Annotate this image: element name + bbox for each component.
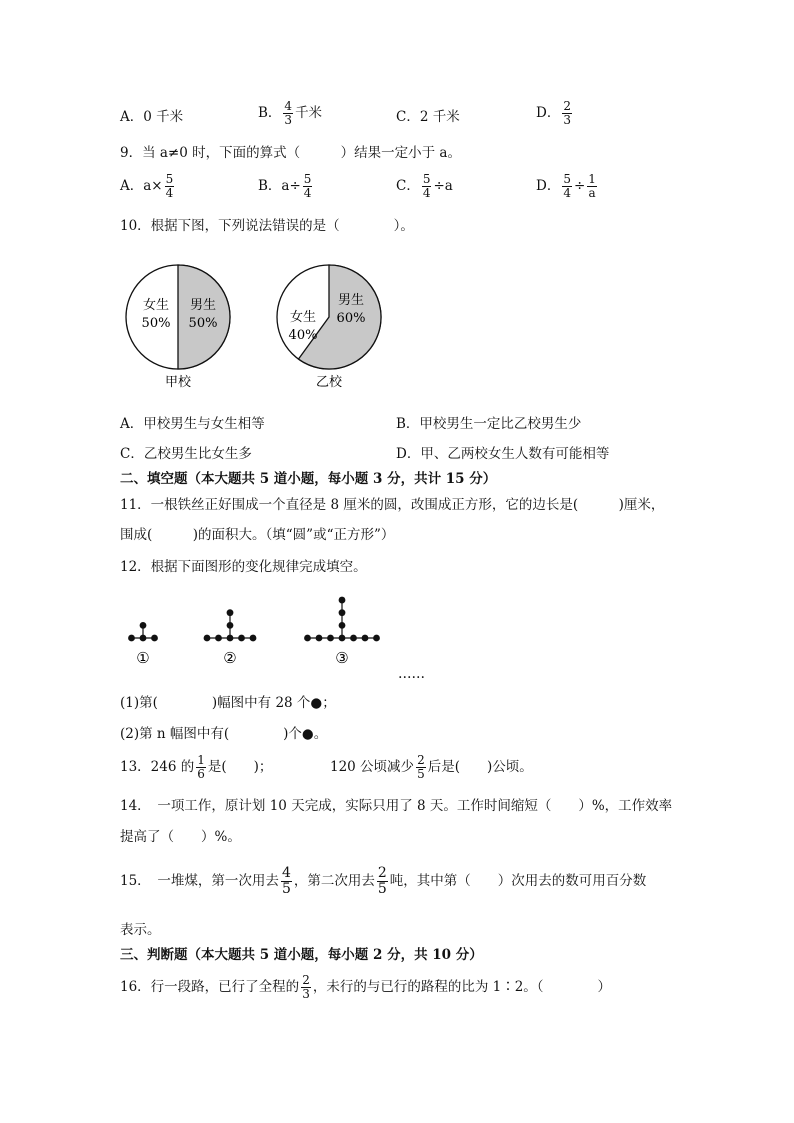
q13-text: 是( )；: [207, 759, 273, 775]
figure-2-label: ②: [223, 649, 237, 667]
q13-part2: [330, 754, 533, 781]
fraction: [301, 974, 311, 1001]
q9-option-c: [396, 173, 453, 200]
figure-3-dot: [339, 622, 346, 629]
option-label: B．a÷: [258, 178, 301, 194]
pie1-boys-label: 男生: [189, 298, 217, 313]
figure-3-dot: [339, 597, 346, 604]
option-label: B．: [258, 105, 282, 121]
denominator: 3: [284, 113, 293, 127]
q8-option-c: [396, 107, 460, 127]
fraction: [303, 173, 313, 200]
section-2-heading: 二、填空题（本大题共 5 道小题，每小题 3 分，共计 15 分）: [120, 471, 497, 487]
denominator: 4: [303, 186, 312, 200]
numerator: 2: [417, 753, 425, 767]
numerator: 2: [302, 973, 310, 987]
figure-1-dot: [140, 622, 147, 629]
denominator: 6: [197, 767, 205, 781]
denominator: 3: [563, 113, 571, 127]
figure-3-dot: [373, 635, 380, 642]
q15-text: 15． 一堆煤，第一次用去: [120, 873, 279, 889]
fraction: [562, 100, 572, 127]
figure-2-dot: [227, 635, 234, 642]
numerator: 4: [284, 99, 293, 113]
pie1-girls-label: 女生: [142, 298, 170, 313]
pie2-name: 乙校: [315, 375, 343, 390]
figure-3-dot: [339, 609, 346, 616]
figure-1-dot: [128, 635, 135, 642]
q15-line2: 表示。: [120, 922, 161, 938]
fraction: [416, 754, 426, 781]
pie2-boys-label: 男生: [337, 293, 365, 308]
figure-1-label: ①: [136, 649, 150, 667]
q12-ellipsis: ……: [398, 666, 425, 682]
q12-stem: 12．根据下面图形的变化规律完成填空。: [120, 559, 367, 575]
numerator: 2: [377, 865, 387, 881]
figure-2-dot: [215, 635, 222, 642]
numerator: 1: [197, 753, 205, 767]
numerator: 5: [422, 172, 431, 186]
denominator: 4: [165, 186, 174, 200]
numerator: 5: [563, 172, 571, 186]
fraction: [281, 866, 292, 897]
fraction: [165, 173, 175, 200]
fraction: [422, 173, 432, 200]
q16-text: ，未行的与已行的路程的比为 1∶2。（ ）: [312, 979, 612, 995]
fraction: [562, 173, 572, 200]
figure-1-dot: [140, 635, 147, 642]
denominator: 5: [417, 767, 425, 781]
numerator: 1: [588, 172, 596, 186]
numerator: 5: [165, 172, 174, 186]
q14-line1: 14． 一项工作，原计划 10 天完成，实际只用了 8 天。工作时间缩短（ ）%，工作效率: [120, 798, 673, 814]
q9-stem: 9．当 a≠0 时，下面的算式（ ）结果一定小于 a。: [120, 145, 461, 161]
q11-line2: 围成( )的面积大。（填“圆”或“正方形”）: [120, 527, 395, 543]
q8-option-d: [536, 100, 574, 127]
figure-3-dot: [316, 635, 323, 642]
pie2-girls-label: 女生: [289, 310, 317, 325]
option-text: ÷: [573, 178, 586, 194]
figure-3-dot: [350, 635, 357, 642]
pie2-boys-pct: 60%: [336, 311, 366, 326]
denominator: 4: [563, 186, 571, 200]
q11-line1: 11．一根铁丝正好围成一个直径是 8 厘米的圆，改围成正方形，它的边长是( )厘米，: [120, 497, 665, 513]
denominator: 3: [302, 987, 310, 1001]
q13-text: 后是( )公顷。: [427, 759, 533, 775]
figure-3-dot: [304, 635, 311, 642]
fraction: [196, 754, 206, 781]
q9-option-d: [536, 173, 599, 200]
figure-1-dot: [151, 635, 158, 642]
q14-line2: 提高了（ ）%。: [120, 829, 241, 845]
figure-2-dot: [227, 622, 234, 629]
figure-2-dot: [227, 609, 234, 616]
q12-part2: (2)第 n 幅图中有( )个●。: [120, 726, 328, 742]
q16-text: 16．行一段路，已行了全程的: [120, 979, 300, 995]
pie1-name: 甲校: [164, 375, 192, 390]
q9-option-a: [120, 173, 176, 200]
figure-3-dot: [327, 635, 334, 642]
q9-option-b: [258, 173, 314, 200]
denominator: 4: [422, 186, 431, 200]
numerator: 5: [303, 172, 312, 186]
option-text: 千米: [295, 105, 323, 121]
pie2-girls-pct: 40%: [288, 328, 318, 343]
q10-option-b: B．甲校男生一定比乙校男生少: [396, 416, 582, 432]
option-text: C．2 千米: [396, 109, 460, 125]
q13-part1: [120, 754, 272, 781]
figure-3-dot: [339, 635, 346, 642]
figure-2-dot: [250, 635, 257, 642]
section-3-heading: 三、判断题（本大题共 5 道小题，每小题 2 分，共 10 分）: [120, 947, 483, 963]
denominator: 5: [377, 881, 387, 897]
fraction: [377, 866, 388, 897]
q8-option-b: [258, 100, 322, 127]
figure-2-dot: [204, 635, 211, 642]
q15-text: ，第二次用去: [293, 873, 375, 889]
denominator: a: [588, 186, 596, 200]
figure-2-dot: [238, 635, 245, 642]
q16-line: [120, 974, 611, 1001]
option-text: ÷a: [433, 178, 453, 194]
option-label: C．: [396, 178, 420, 194]
figure-3-dot: [362, 635, 369, 642]
q8-option-a: [120, 107, 183, 127]
fraction: [283, 100, 293, 127]
q13-text: 13．246 的: [120, 759, 195, 775]
numerator: 4: [281, 865, 291, 881]
figure-3-label: ③: [335, 649, 349, 667]
pie1-boys-pct: 50%: [188, 316, 218, 331]
pie1-girls-pct: 50%: [141, 316, 171, 331]
q13-text: 120 公顷减少: [330, 759, 415, 775]
option-label: A．a×: [120, 178, 163, 194]
q15-line1: [120, 866, 646, 897]
fraction: [587, 173, 597, 200]
option-label: D．: [536, 178, 561, 194]
q15-text: 吨，其中第（ ）次用去的数可用百分数: [389, 873, 647, 889]
q10-option-a: A．甲校男生与女生相等: [120, 416, 265, 432]
numerator: 2: [563, 99, 571, 113]
option-label: D．: [536, 105, 561, 121]
denominator: 5: [281, 881, 291, 897]
dot-pattern-figure: [110, 588, 410, 670]
q10-stem: 10．根据下图，下列说法错误的是（ ）。: [120, 218, 414, 234]
q12-part1: (1)第( )幅图中有 28 个●；: [120, 695, 336, 711]
q10-option-c: C．乙校男生比女生多: [120, 446, 252, 462]
pie-charts-figure: [110, 255, 410, 395]
q10-option-d: D．甲、乙两校女生人数有可能相等: [396, 446, 610, 462]
option-text: A．0 千米: [120, 109, 184, 125]
